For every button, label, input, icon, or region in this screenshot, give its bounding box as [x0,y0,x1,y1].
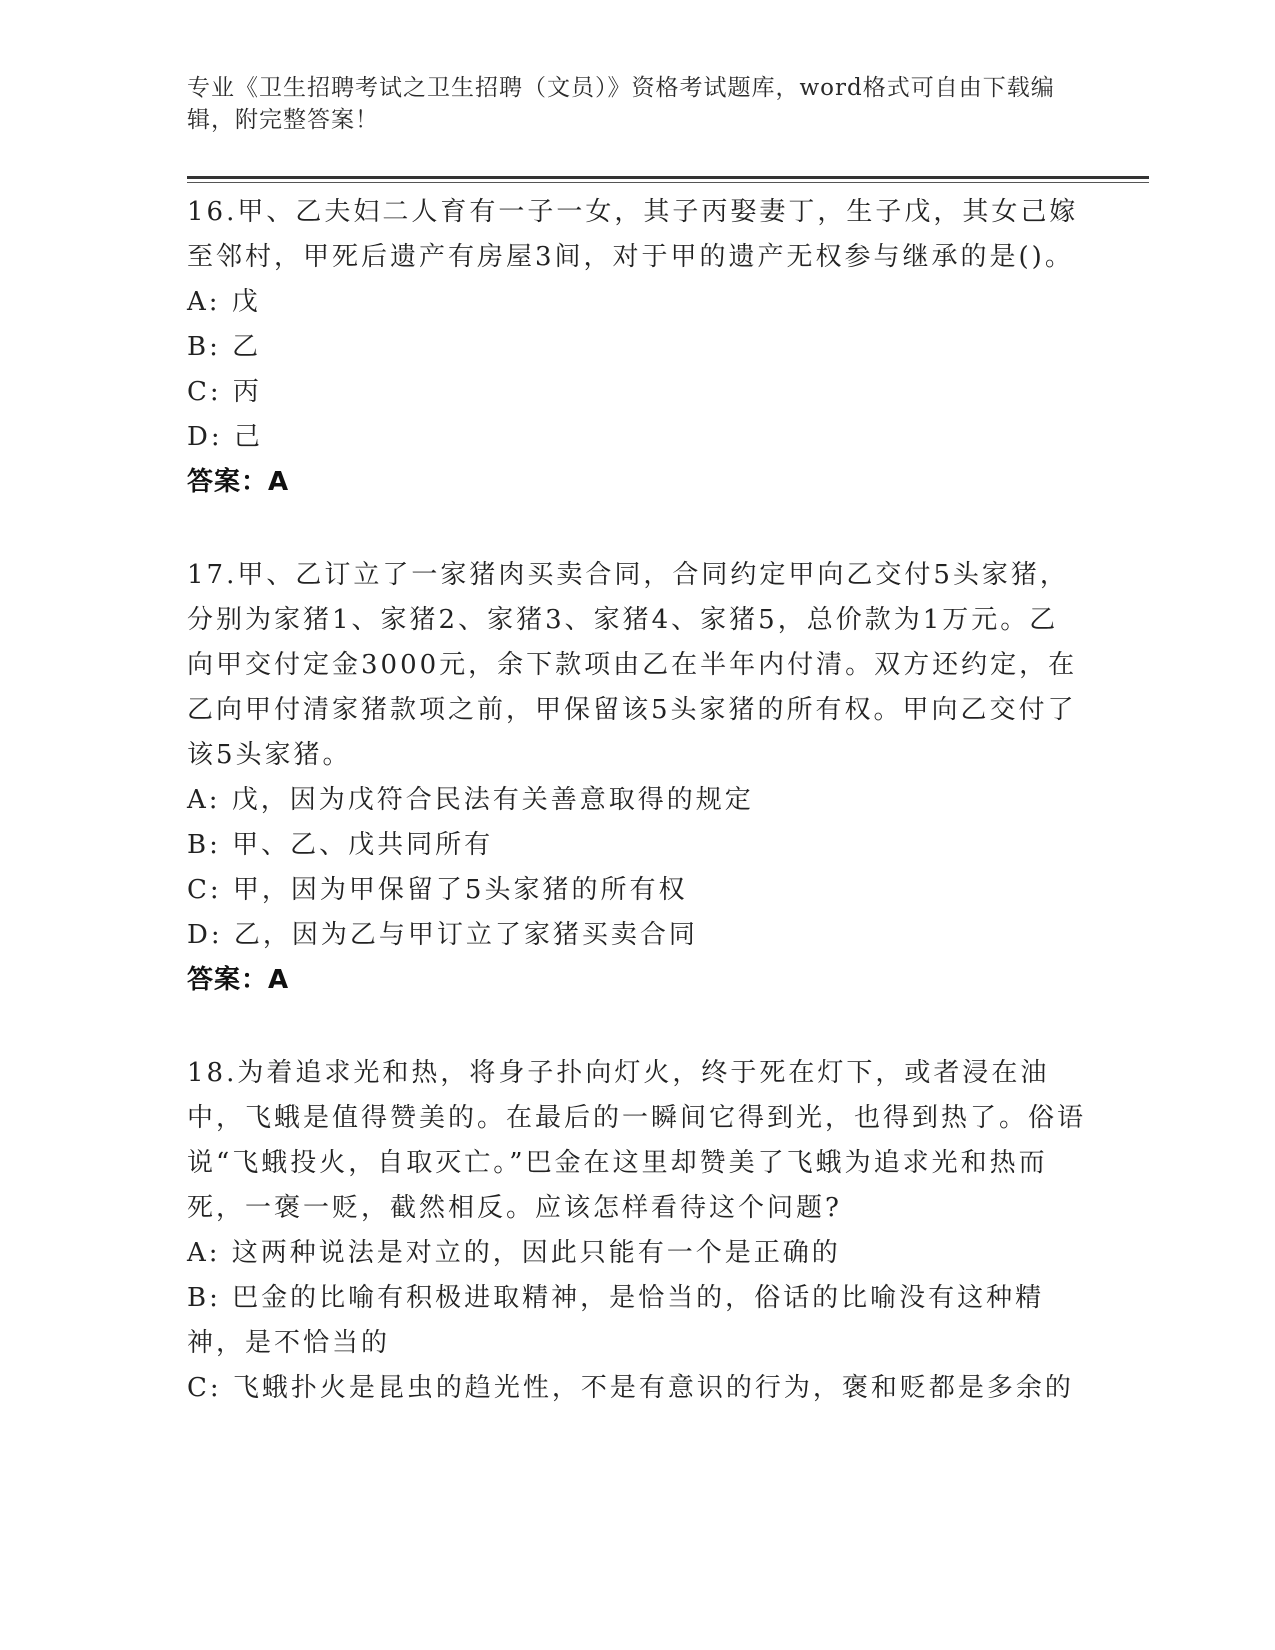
question-stem: 17.甲、乙订立了一家猪肉买卖合同，合同约定甲向乙交付5头家猪，分别为家猪1、家猪2、家猪3、家猪4、家猪5，总价款为1万元。乙向甲交付定金3000元，余下款项由乙在半年内付清。双方还约定，在乙向甲付清家猪款项之前，甲保留该5头家猪的所有权。甲向乙交付了该5头家猪。 [187,560,1078,770]
question-18 [187,1051,1087,1411]
option-d: D: 乙，因为乙与甲订立了家猪买卖合同 [187,920,698,950]
question-list [187,190,1087,1459]
option-a: A: 这两种说法是对立的，因此只能有一个是正确的 [187,1238,841,1268]
option-d: D: 己 [187,422,263,452]
answer-line: 答案：A [187,467,290,497]
document-header: 专业《卫生招聘考试之卫生招聘（文员）》资格考试题库，word格式可自由下载编辑，附完整答案！ [187,75,1055,133]
option-c: C: 甲，因为甲保留了5头家猪的所有权 [187,875,688,905]
question-stem: 18.为着追求光和热，将身子扑向灯火，终于死在灯下，或者浸在油中，飞蛾是值得赞美的。在最后的一瞬间它得到光，也得到热了。俗语说“飞蛾投火，自取灭亡。”巴金在这里却赞美了飞蛾为追求光和热而死，一褒一贬，截然相反。应该怎样看待这个问题? [187,1058,1087,1223]
option-b: B: 乙 [187,332,262,362]
header-divider-thick [187,176,1149,179]
option-c: C: 丙 [187,377,262,407]
answer-line: 答案：A [187,965,290,995]
option-c: C: 飞蛾扑火是昆虫的趋光性，不是有意识的行为，褒和贬都是多余的 [187,1373,1074,1403]
option-b: B: 巴金的比喻有积极进取精神，是恰当的，俗话的比喻没有这种精神，是不恰当的 [187,1283,1045,1358]
question-17 [187,553,1087,1003]
option-b: B: 甲、乙、戊共同所有 [187,830,494,860]
option-a: A: 戊 [187,287,261,317]
question-16 [187,190,1087,505]
question-stem: 16.甲、乙夫妇二人育有一子一女，其子丙娶妻丁，生子戊，其女己嫁至邻村，甲死后遗产有房屋3间，对于甲的遗产无权参与继承的是()。 [187,197,1079,272]
header-divider-thin [187,182,1149,183]
option-a: A: 戊，因为戊符合民法有关善意取得的规定 [187,785,754,815]
